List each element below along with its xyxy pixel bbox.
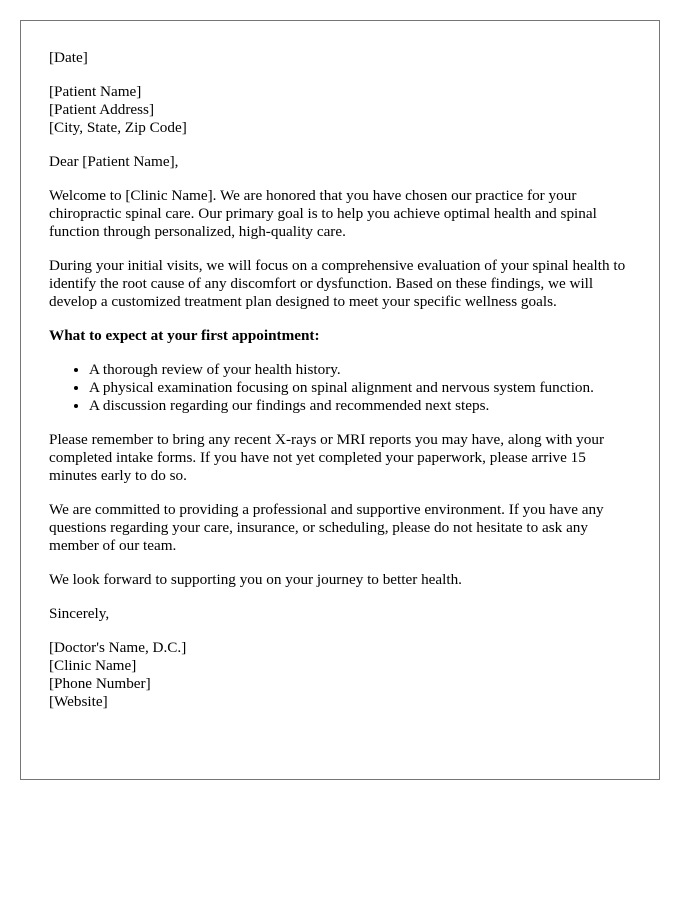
expectations-heading: What to expect at your first appointment:: [49, 327, 320, 344]
initial-visits-paragraph: During your initial visits, we will focus on a comprehensive evaluation of your spinal health to identify the root cause of any discomfort or dysfunction. Based on these findings, we will develop a customized treatment plan designed to meet your specific wellness goals.: [49, 257, 626, 310]
list-item: • A thorough review of your health history.: [89, 361, 631, 379]
list-item: • A discussion regarding our findings and recommended next steps.: [89, 397, 631, 415]
closing-line: We look forward to supporting you on your journey to better health.: [49, 571, 462, 588]
recipient-block: [49, 83, 631, 137]
recipient-city-state-zip: [City, State, Zip Code]: [49, 119, 187, 136]
welcome-paragraph: Welcome to [Clinic Name]. We are honored that you have chosen our practice for your chiropractic spinal care. Our primary goal is to help you achieve optimal health and spinal function through personalized, high-quality care.: [49, 187, 597, 240]
letter-page: [20, 20, 660, 780]
signoff: Sincerely,: [49, 605, 110, 622]
salutation: Dear [Patient Name],: [49, 153, 179, 170]
signature-phone: [Phone Number]: [49, 675, 151, 692]
recipient-name: [Patient Name]: [49, 83, 142, 100]
signature-clinic: [Clinic Name]: [49, 657, 137, 674]
recipient-address: [Patient Address]: [49, 101, 155, 118]
signature-block: [49, 639, 631, 711]
expectations-list: [49, 361, 631, 415]
bring-documents-paragraph: Please remember to bring any recent X-rays or MRI reports you may have, along with your completed intake forms. If you have not yet completed your paperwork, please arrive 15 minutes early to do so.: [49, 431, 605, 484]
signature-website: [Website]: [49, 693, 108, 710]
list-item: • A physical examination focusing on spinal alignment and nervous system function.: [89, 379, 631, 397]
signature-doctor: [Doctor's Name, D.C.]: [49, 639, 187, 656]
commitment-paragraph: We are committed to providing a professional and supportive environment. If you have any questions regarding your care, insurance, or scheduling, please do not hesitate to ask any member of our team.: [49, 501, 604, 554]
letter-date: [Date]: [49, 49, 88, 66]
